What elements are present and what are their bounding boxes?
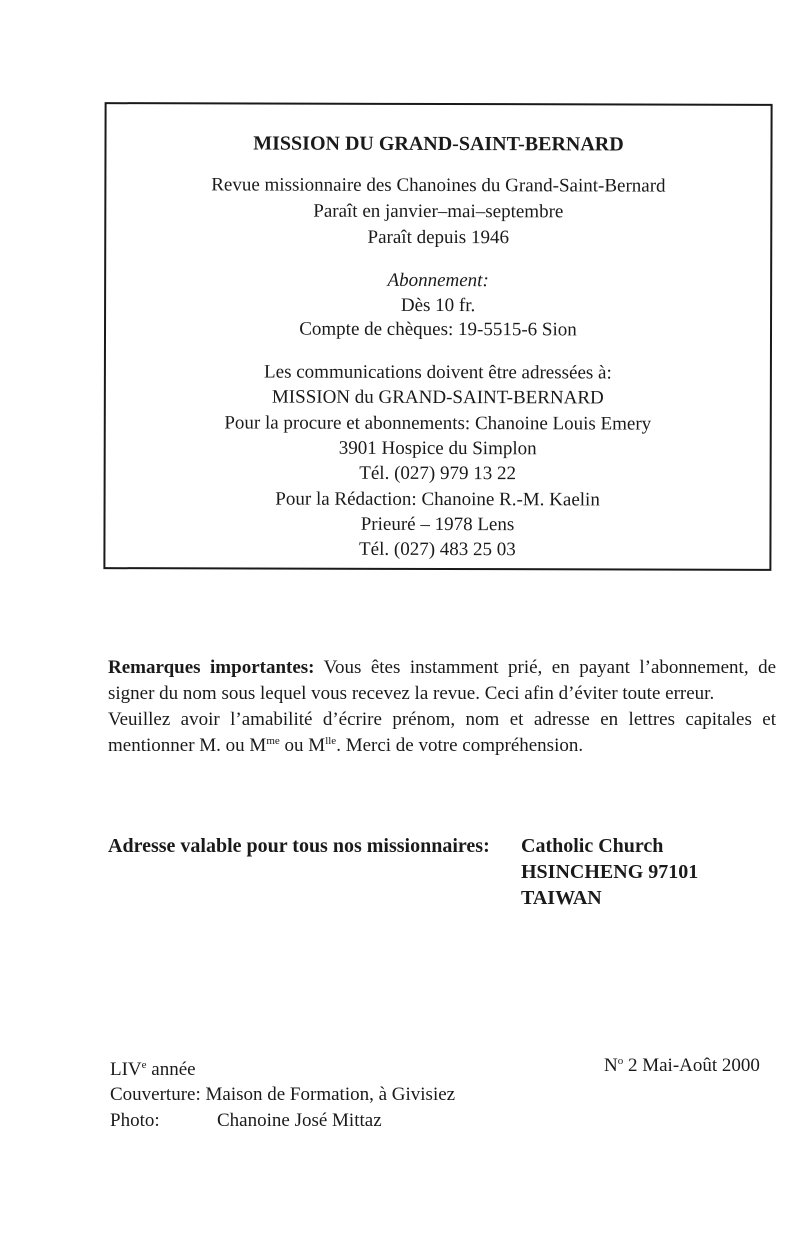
cheque-account: Compte de chèques: 19-5515-6 Sion <box>299 318 577 341</box>
address-line: HSINCHENG 97101 <box>521 861 699 883</box>
remarks-text-2b: ou M <box>279 735 326 756</box>
contact-line: MISSION du GRAND-SAINT-BERNARD <box>271 386 604 409</box>
cover-credit: Couverture: Maison de Formation, à Givisiez <box>110 1084 456 1105</box>
masthead-line: Paraît en janvier–mai–septembre <box>313 200 564 223</box>
volume-superscript: e <box>141 1059 147 1071</box>
remarks-paragraph-2 <box>108 707 776 759</box>
superscript-lle: lle <box>325 735 337 747</box>
address-line: Catholic Church <box>521 835 664 857</box>
volume-suffix: année <box>146 1059 196 1080</box>
contact-line: Tél. (027) 483 25 03 <box>359 538 516 561</box>
address-line: TAIWAN <box>521 887 602 909</box>
issue-superscript: o <box>617 1055 624 1067</box>
contact-line: Pour la procure et abonnements: Chanoine Louis Emery <box>224 412 652 435</box>
remarks-text-2c: . Merci de votre compréhension. <box>336 735 584 756</box>
photo-credit <box>110 1108 382 1134</box>
remarks-paragraph-1 <box>108 655 776 707</box>
issue-number <box>604 1053 760 1079</box>
missionaries-address-label: Adresse valable pour tous nos missionnaires: <box>108 835 490 857</box>
contact-line: 3901 Hospice du Simplon <box>338 437 537 460</box>
masthead-box <box>103 102 772 571</box>
volume-year <box>110 1057 196 1083</box>
missionaries-address <box>521 833 698 911</box>
subscription-price: Dès 10 fr. <box>400 294 476 317</box>
subscription-heading: Abonnement: <box>387 269 489 292</box>
contact-line: Tél. (027) 979 13 22 <box>359 462 517 485</box>
remarks-text-2a: Veuillez avoir l’amabilité d’écrire prénom, nom et adresse en lettres capitales et mentionner M. ou M <box>108 709 776 756</box>
photo-value: Chanoine José Mittaz <box>217 1110 382 1131</box>
masthead-title: MISSION DU GRAND-SAINT-BERNARD <box>253 132 624 156</box>
remarks-label: Remarques importantes: <box>108 657 315 678</box>
contact-line: Les communications doivent être adressées à: <box>264 361 612 384</box>
issue-prefix: N <box>604 1055 618 1076</box>
important-remarks <box>108 655 776 759</box>
masthead-line: Revue missionnaire des Chanoines du Grand-Saint-Bernard <box>211 174 666 197</box>
volume-number: LIV <box>110 1059 142 1080</box>
contact-line: Prieuré – 1978 Lens <box>360 513 515 536</box>
remarks-text-1: Vous êtes instamment prié, en payant l’abonnement, de signer du nom sous lequel vous recevez la revue. Ceci afin d’éviter toute erreur. <box>108 657 777 704</box>
photo-label: Photo: <box>110 1110 160 1131</box>
contact-line: Pour la Rédaction: Chanoine R.-M. Kaelin <box>275 488 600 511</box>
masthead-line: Paraît depuis 1946 <box>367 226 510 249</box>
issue-date: 2 Mai-Août 2000 <box>623 1055 760 1076</box>
superscript-me: me <box>266 735 280 747</box>
